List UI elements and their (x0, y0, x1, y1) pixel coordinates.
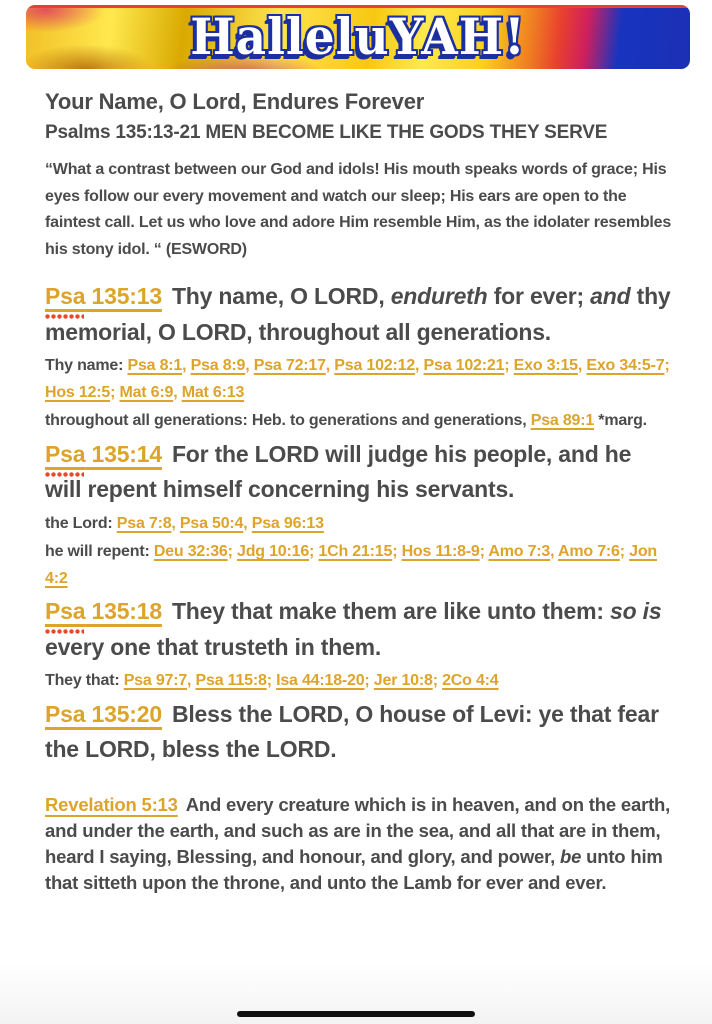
verse-psa-135-14 (45, 437, 672, 508)
refs-sep: , (577, 357, 587, 374)
cross-refs-line (45, 539, 672, 592)
cross-ref-link[interactable]: Psa 96:13 (251, 514, 324, 532)
verse-text: Thy name, O LORD, (171, 283, 391, 309)
cross-ref-link[interactable]: Psa 7:8 (116, 514, 172, 532)
cross-ref-link[interactable]: Psa 89:1 (530, 412, 595, 429)
cross-ref-link[interactable]: 1Ch 21:15 (318, 543, 393, 560)
cross-ref-link[interactable]: Psa 115:8 (195, 672, 267, 689)
cross-ref-link[interactable]: Psa 8:1 (127, 357, 183, 374)
verse-psa-135-13 (45, 279, 672, 350)
refs-sep: ; (227, 543, 237, 560)
banner-text: HalleluYAH! (190, 7, 526, 67)
cross-ref-link[interactable]: Psa 102:21 (423, 357, 505, 374)
cross-ref-link[interactable]: Exo 34:5-7 (586, 357, 665, 374)
refs-label: Thy name: (45, 357, 128, 374)
cross-ref-link[interactable]: Hos 11:8-9 (401, 543, 480, 560)
refs-sep: ; (364, 672, 374, 689)
refs-sep: , (187, 672, 196, 689)
cross-ref-link[interactable]: Psa 8:9 (190, 357, 246, 374)
verse-text: thy memorial, O LORD, throughout all generations. (45, 283, 671, 345)
misspelled-word: Psa (45, 598, 86, 624)
refs-sep: , (415, 357, 424, 374)
cross-ref-link[interactable]: Hos 12:5 (45, 383, 111, 401)
refs-label: throughout all generations: (45, 412, 252, 429)
cross-ref-link[interactable]: Mat 6:13 (181, 383, 245, 401)
refs-sep: ; (110, 383, 120, 401)
verse-text-italic: and (590, 283, 631, 309)
cross-ref-link[interactable]: Amo 7:3 (488, 543, 551, 560)
refs-sep: , (243, 514, 252, 532)
cross-refs-line (45, 511, 672, 538)
verse-text: Bless the LORD, O house of Levi: ye that fear the LORD, bless the LORD. (45, 700, 659, 762)
refs-sep: ; (664, 357, 670, 374)
refs-sep: , (550, 543, 559, 560)
refs-sep: ; (619, 543, 630, 560)
refs-sep: ; (479, 543, 489, 560)
refs-plain: Heb. to generations and generations, (251, 412, 531, 429)
refs-sep: ; (392, 543, 402, 560)
cross-ref-link[interactable]: Isa 44:18-20 (276, 672, 365, 689)
refs-sep: , (182, 357, 191, 374)
verse-text: every one that trusteth in them. (45, 633, 382, 660)
verse-ref-link[interactable]: Psa 135:13 (45, 283, 162, 309)
footer-verse (45, 792, 672, 896)
verse-ref-link[interactable]: Psa 135:14 (45, 440, 162, 467)
cross-ref-link[interactable]: Psa 72:17 (253, 357, 326, 374)
refs-sep: ; (504, 357, 514, 374)
cross-ref-link[interactable]: Jon 4:2 (45, 543, 657, 587)
refs-sep: , (325, 357, 335, 374)
cross-ref-link[interactable]: Jdg 10:16 (237, 543, 310, 560)
verse-text-italic: endureth (390, 283, 488, 309)
verse-text-italic: be (560, 845, 582, 867)
verse-text: And every creature which is in heaven, and on the earth, and under the earth, and such as are in the sea, and all that are in them, heard I saying, Blessing, and honour, and glory, and power, (45, 793, 671, 867)
verse-text-italic: so is (610, 598, 662, 624)
verse-text: They that make them are like unto them: (171, 598, 610, 624)
verse-psa-135-20 (45, 697, 672, 768)
refs-sep: , (171, 514, 180, 532)
cross-ref-link[interactable]: Mat 6:9 (119, 383, 174, 401)
refs-label: he will repent: (45, 543, 154, 560)
refs-label: They that: (45, 672, 124, 689)
verses-list (45, 279, 672, 768)
misspelled-word: Psa (45, 440, 86, 467)
cross-ref-link[interactable]: Jer 10:8 (373, 672, 433, 689)
verse-psa-135-18 (45, 594, 672, 665)
verse-ref-link[interactable]: Revelation 5:13 (45, 793, 178, 815)
study-content (0, 69, 712, 896)
refs-label: the Lord: (45, 514, 117, 532)
refs-sep: ; (266, 672, 277, 689)
cross-refs-line (45, 353, 672, 406)
verse-text: For the LORD will judge his people, and he will repent himself concerning his servants. (45, 440, 632, 502)
commentary-quote: “What a contrast between our God and idols! His mouth speaks words of grace; His eyes follow our every movement and watch our sleep; His ears are open to the faintest call. Let us who love and adore Him resemble Him, as the idolater resembles his stony idol. “ (ESWORD) (45, 161, 672, 258)
home-indicator-bar[interactable] (237, 1011, 475, 1017)
refs-sep: , (173, 383, 182, 401)
page-subtitle: Psalms 135:13-21 MEN BECOME LIKE THE GODS THEY SERVE (45, 122, 608, 143)
refs-sep: ; (309, 543, 319, 560)
page-title: Your Name, O Lord, Endures Forever (45, 89, 425, 114)
cross-refs-line (45, 668, 672, 695)
verse-ref-link[interactable]: Psa 135:20 (45, 700, 162, 727)
cross-refs-line (45, 408, 672, 435)
cross-ref-link[interactable]: Exo 3:15 (513, 357, 578, 374)
halleluyah-banner-image (26, 5, 690, 69)
cross-ref-link[interactable]: Deu 32:36 (153, 543, 228, 560)
verse-text: unto him that sitteth upon the throne, and unto the Lamb for ever and ever. (45, 845, 663, 893)
misspelled-word: Psa (45, 283, 86, 309)
cross-ref-link[interactable]: 2Co 4:4 (442, 672, 499, 689)
refs-sep: , (245, 357, 254, 374)
verse-ref-link[interactable]: Psa 135:18 (45, 598, 162, 624)
cross-ref-link[interactable]: Psa 102:12 (334, 357, 416, 374)
cross-ref-link[interactable]: Amo 7:6 (558, 543, 620, 560)
cross-ref-link[interactable]: Psa 50:4 (179, 514, 244, 532)
refs-plain: *marg. (594, 412, 647, 429)
cross-ref-link[interactable]: Psa 97:7 (123, 672, 188, 689)
refs-sep: ; (432, 672, 443, 689)
verse-text: for ever; (487, 283, 591, 309)
